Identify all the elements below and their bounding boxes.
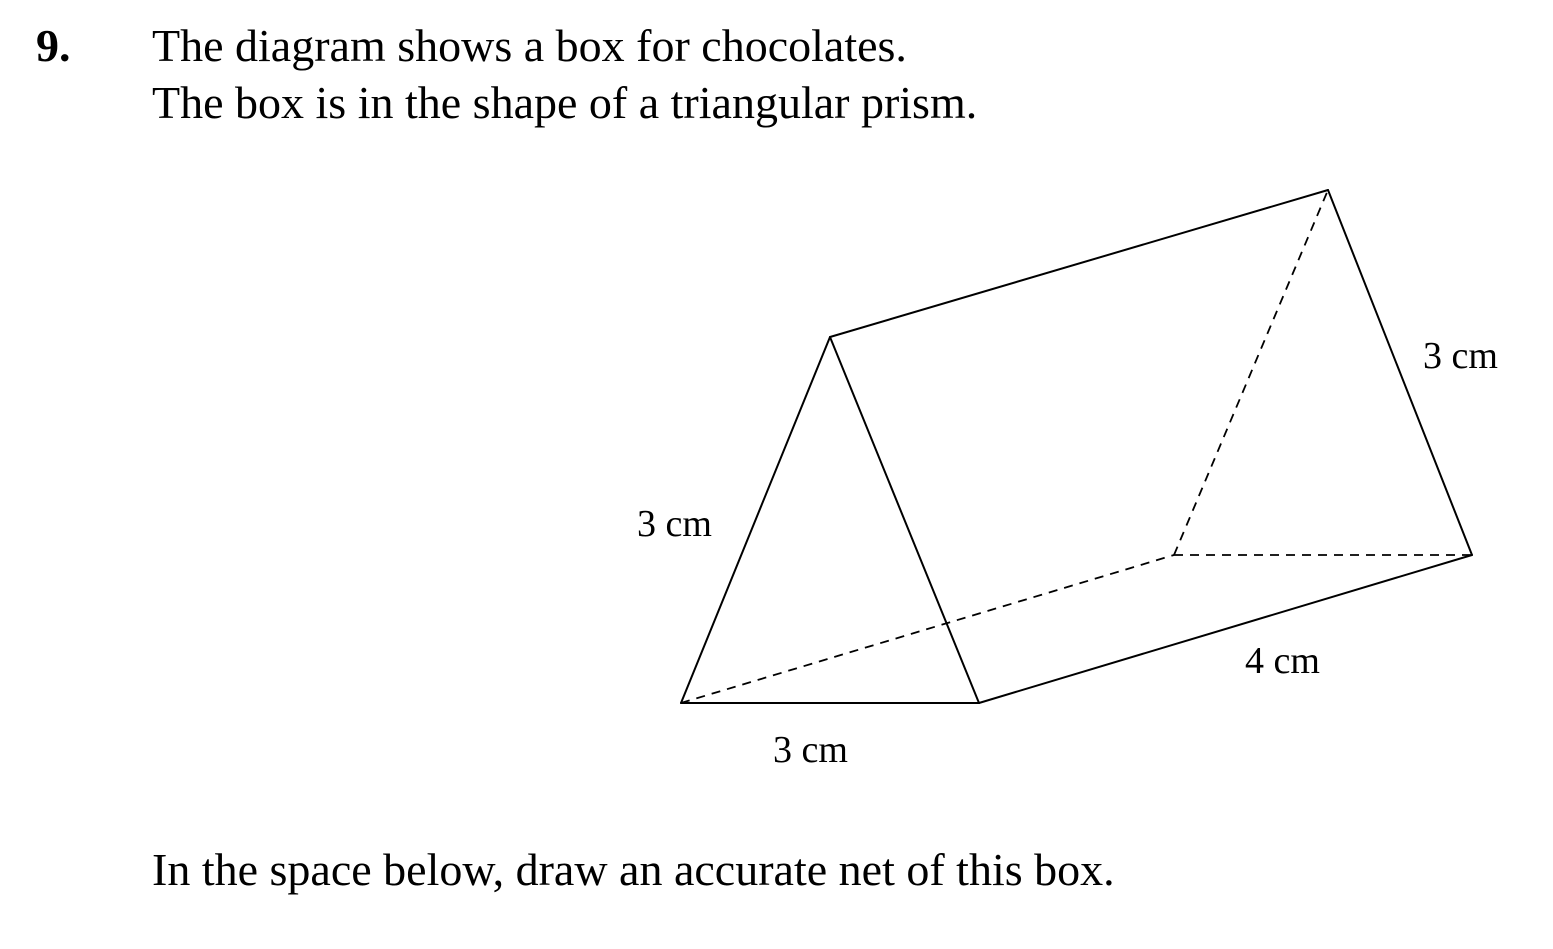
instruction-text: In the space below, draw an accurate net of this box. <box>152 844 1115 895</box>
label-back-slant: 3 cm <box>1423 335 1498 377</box>
question-number: 9. <box>36 20 71 71</box>
question-text-line-2: The box is in the shape of a triangular prism. <box>152 77 978 128</box>
question-text-line-1: The diagram shows a box for chocolates. <box>152 20 907 71</box>
label-front-slant: 3 cm <box>637 503 712 545</box>
front-right-edge <box>830 337 979 703</box>
hidden-back-left-edge <box>1174 190 1328 555</box>
label-front-base: 3 cm <box>773 729 848 771</box>
top-ridge-edge <box>830 190 1328 337</box>
bottom-right-edge <box>979 555 1472 703</box>
label-length: 4 cm <box>1245 640 1320 682</box>
